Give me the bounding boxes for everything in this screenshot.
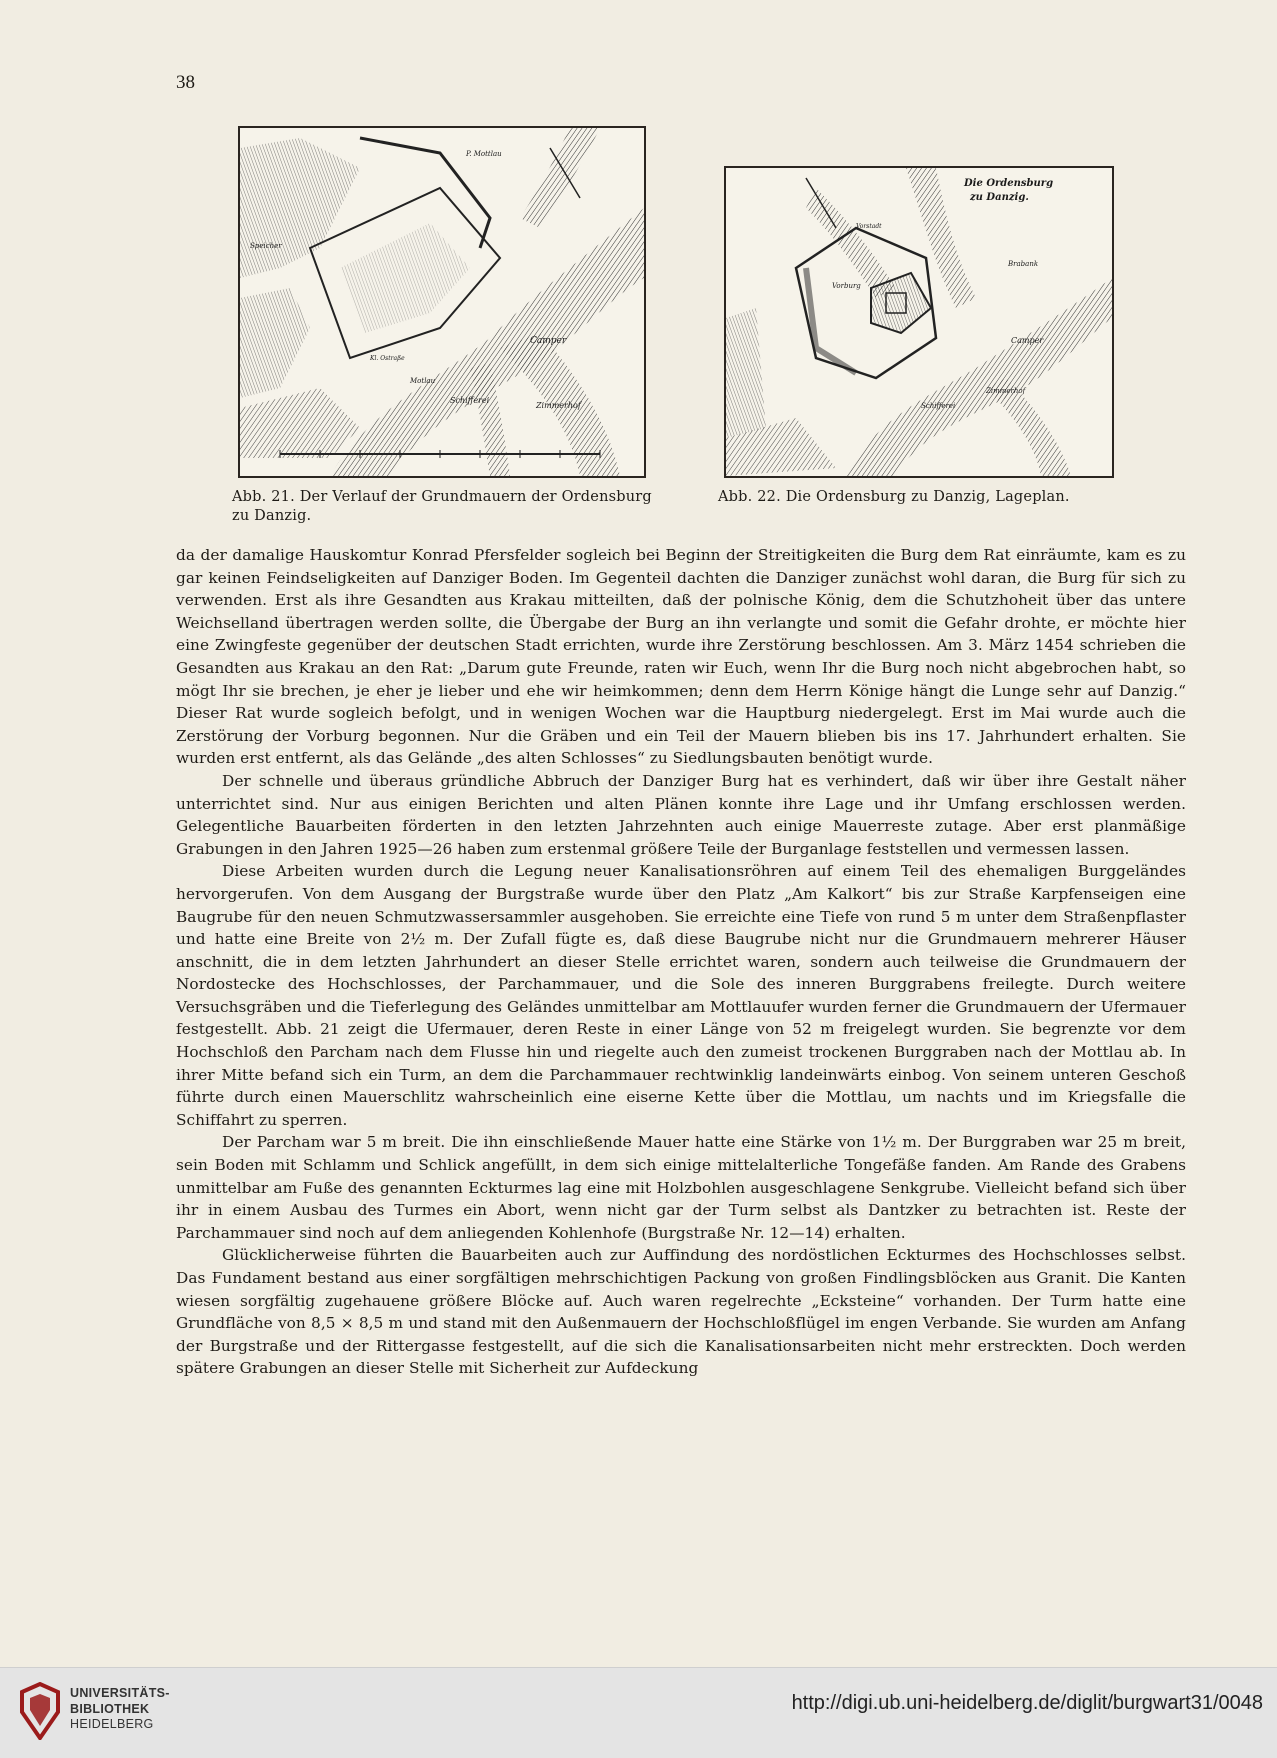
- figure-21-caption: Abb. 21. Der Verlauf der Grundmauern der Ordensburg zu Danzig.: [232, 489, 652, 524]
- fig22-label-camper: Camper: [1011, 336, 1044, 345]
- fig22-label-vorstadt: Vorstadt: [856, 223, 882, 230]
- footer-bar: [0, 1667, 1277, 1758]
- fig22-title-line1: Die Ordensburg: [964, 178, 1054, 189]
- fig21-label-ostrasse: Kl. Ostraße: [370, 355, 405, 362]
- library-name-line1: UNIVERSITÄTS-: [70, 1686, 170, 1700]
- library-name-line3: HEIDELBERG: [70, 1717, 154, 1731]
- figure-22-map: [724, 166, 1114, 478]
- fig21-label-mottlau: P. Mottlau: [466, 150, 502, 158]
- fig21-label-zimmerhof: Zimmerhof: [536, 401, 581, 410]
- paragraph-1: da der damalige Hauskomtur Konrad Pfersfelder sogleich bei Beginn der Streitigkeiten die Burg dem Rat einräumte, kam es zu gar keinen Feindseligkeiten auf Danziger Boden. Im Gegenteil dachten die Danziger zunächst wohl daran, die Burg für sich zu verwenden. Erst als ihre Gesandten aus Krakau mitteilten, daß der polnische König, dem die Schutzhoheit über das untere Weichselland übertragen werden sollte, die Übergabe der Burg an ihn verlangte und somit die Gefahr drohte, er möchte hier eine Zwingfeste gegenüber der deutschen Stadt errichten, wurde ihre Zerstörung beschlossen. Am 3. März 1454 schrieben die Gesandten aus Krakau an den Rat: „Darum gute Freunde, raten wir Euch, wenn Ihr die Burg noch nicht abgebrochen habt, so mögt Ihr sie brechen, je eher je lieber und ehe wir heimkommen; denn dem Herrn Könige hängt die Lunge sehr auf Danzig.“ Dieser Rat wurde sogleich befolgt, und in wenigen Wochen war die Hauptburg niedergelegt. Erst im Mai wurde auch die Zerstörung der Vorburg begonnen. Nur die Gräben und ein Teil der Mauern blieben bis ins 17. Jahrhundert erhalten. Sie wurden erst entfernt, als das Gelände „des alten Schlosses“ zu Siedlungsbauten benötigt wurde.: [176, 546, 1186, 768]
- figure-22-caption: Abb. 22. Die Ordensburg zu Danzig, Lageplan.: [718, 489, 1070, 505]
- fig21-label-schifferei: Schifferei: [450, 396, 490, 405]
- fig22-label-vorburg: Vorburg: [832, 282, 861, 290]
- fig21-map-drawing: [240, 128, 644, 476]
- fig21-label-speicher: Speicher: [250, 242, 282, 250]
- page-number: 38: [176, 72, 195, 93]
- figure-21-map: [238, 126, 646, 478]
- paragraph-3: Diese Arbeiten wurden durch die Legung neuer Kanalisationsröhren auf einem Teil des ehemaligen Burggeländes hervorgerufen. Von dem Ausgang der Burgstraße wurde über den Platz „Am Kalkort“ bis zur Straße Karpfenseigen eine Baugrube für den neuen Schmutzwassersammler ausgehoben. Sie erreichte eine Tiefe von rund 5 m unter dem Straßenpflaster und hatte eine Breite von 2½ m. Der Zufall fügte es, daß diese Baugrube nicht nur die Grundmauern mehrerer Häuser anschnitt, die in dem letzten Jahrhundert an dieser Stelle errichtet waren, sondern auch teilweise die Grundmauern der Nordostecke des Hochschlosses, der Parchammauer, und die Sole des inneren Burggrabens freilegte. Durch weitere Versuchsgräben und die Tieferlegung des Geländes unmittelbar am Mottlauufer wurden ferner die Grundmauern der Ufermauer festgestellt. Abb. 21 zeigt die Ufermauer, deren Reste in einer Länge von 52 m freigelegt wurden. Sie begrenzte vor dem Hochschloß den Parcham nach dem Flusse hin und riegelte auch den zumeist trockenen Burggraben nach der Mottlau ab. In ihrer Mitte befand sich ein Turm, an dem die Parchammauer rechtwinklig landeinwärts einbog. Von seinem unteren Geschoß führte durch einen Mauerschlitz wahrscheinlich eine eiserne Kette über die Mottlau, um nachts und im Kriegsfalle die Schiffahrt zu sperren.: [176, 862, 1186, 1129]
- fig22-title-line2: zu Danzig.: [970, 192, 1029, 203]
- library-logo-icon[interactable]: [14, 1682, 64, 1740]
- fig21-label-camper: Camper: [530, 336, 567, 346]
- paragraph-5: Glücklicherweise führten die Bauarbeiten auch zur Auffindung des nordöstlichen Eckturmes des Hochschlosses selbst. Das Fundament bestand aus einer sorgfältigen mehrschichtigen Packung von großen Findlingsblöcken aus Granit. Die Kanten wiesen sorgfältig zugehauene größere Blöcke auf. Auch waren regelrechte „Ecksteine“ vorhanden. Der Turm hatte eine Grundfläche von 8,5 × 8,5 m und stand mit den Außenmauern der Hochschloßflügel im engen Verbande. Sie wurden am Anfang der Burgstraße und der Rittergasse festgestellt, auf die sich die Kanalisationsarbeiten nicht mehr erstreckten. Doch werden spätere Grabungen an dieser Stelle mit Sicherheit zur Aufdeckung: [176, 1246, 1186, 1378]
- source-url-link[interactable]: http://digi.ub.uni-heidelberg.de/diglit/burgwart31/0048: [791, 1692, 1263, 1714]
- paragraph-2: Der schnelle und überaus gründliche Abbruch der Danziger Burg hat es verhindert, daß wir über ihre Gestalt näher unterrichtet sind. Nur aus einigen Berichten und alten Plänen konnte ihre Lage und ihr Umfang erschlossen werden. Gelegentliche Bauarbeiten förderten in den letzten Jahrzehnten auch einige Mauerreste zutage. Aber erst planmäßige Grabungen in den Jahren 1925—26 haben zum erstenmal größere Teile der Burganlage feststellen und vermessen lassen.: [176, 771, 1186, 858]
- fig22-label-zimmerhof: Zimmerhof: [986, 387, 1026, 395]
- fig22-label-brabank: Brabank: [1008, 260, 1039, 268]
- fig21-label-motlau: Motlau: [410, 377, 436, 385]
- fig22-map-drawing: [726, 168, 1112, 476]
- library-name: [70, 1686, 170, 1733]
- library-name-line2: BIBLIOTHEK: [70, 1701, 150, 1716]
- paragraph-4: Der Parcham war 5 m breit. Die ihn einschließende Mauer hatte eine Stärke von 1½ m. Der Burggraben war 25 m breit, sein Boden mit Schlamm und Schlick angefüllt, in dem sich einige mittelalterliche Tongefäße fanden. Am Rande des Grabens unmittelbar am Fuße des genannten Eckturmes lag eine mit Holzbohlen ausgeschlagene Senkgrube. Vielleicht befand sich über ihr in einem Ausbau des Turmes ein Abort, wenn nicht gar der Turm selbst als Dantzker zu betrachten ist. Reste der Parchammauer sind noch auf dem anliegenden Kohlenhofe (Burgstraße Nr. 12—14) erhalten.: [176, 1133, 1186, 1242]
- fig22-label-schifferei: Schifferei: [921, 402, 956, 410]
- body-text: [176, 544, 1186, 1380]
